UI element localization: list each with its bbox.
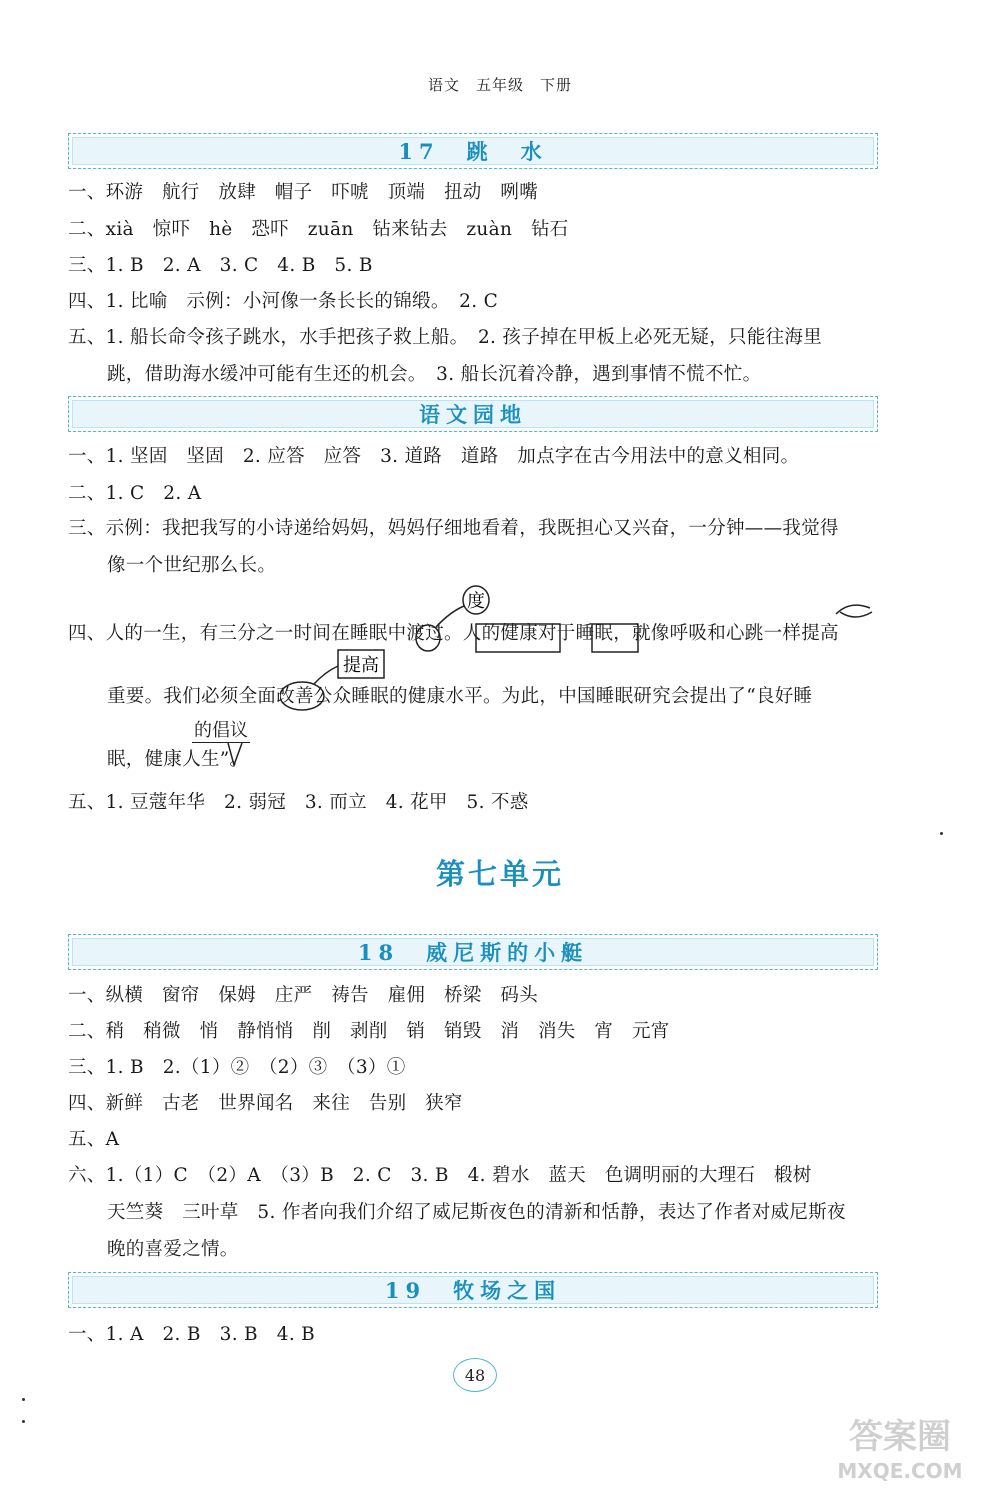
s17-line-5: 五、1. 船长命令孩子跳水，水手把孩子救上船。 2. 孩子掉在甲板上必死无疑，只能往海里 [68,327,823,348]
correction-marks [280,582,900,752]
s18-line-7: 天竺葵 三叶草 5. 作者向我们介绍了威尼斯夜色的清新和恬静，表达了作者对威尼斯夜 [107,1202,846,1223]
yuwen-line-8: 五、1. 豆蔻年华 2. 弱冠 3. 而立 4. 花甲 5. 不惑 [68,792,529,813]
circle-du-mark [416,625,440,651]
box-shuimian [592,624,638,652]
stray-dot [22,1420,25,1423]
tigao-correction-text: 提高 [343,655,379,676]
yuwen-yuandi-title: 语文园地 [419,402,527,427]
stray-dot [22,1398,25,1401]
section-18-banner [68,934,878,970]
s18-line-5: 五、A [68,1129,120,1150]
circle-gaishan [280,682,324,710]
s18-line-8: 晚的喜爱之情。 [107,1239,239,1260]
section-18-title: 18 威尼斯的小艇 [357,940,589,965]
stray-dot [940,832,943,835]
box-renjiankang [476,624,560,652]
s17-line-6: 跳，借助海水缓冲可能有生还的机会。 3. 船长沉着冷静，遇到事情不慌不忙。 [107,364,762,385]
yuwen-line-6: 重要。我们必须全面改善公众睡眠的健康水平。为此，中国睡眠研究会提出了“良好睡 [107,686,813,707]
yuwen-line-5: 四、人的一生，有三分之一时间在睡眠中渡过。人的健康对于睡眠，就像呼吸和心跳一样提高 [68,623,839,644]
insertion-changyi: 的倡议 [192,716,250,743]
page-header: 语文 五年级 下册 [427,76,572,94]
watermark-graphic [810,1406,990,1486]
watermark-url: MXQE.COM [837,1459,963,1483]
section-19-title: 19 牧场之国 [384,1278,562,1303]
s19-line-1: 一、1. A 2. B 3. B 4. B [68,1324,316,1345]
watermark-logo [810,1406,990,1486]
s18-line-3: 三、1. B 2.（1）② （2）③ （3）① [68,1057,406,1078]
unit-title: 第七单元 [435,857,564,891]
s18-line-1: 一、纵横 窗帘 保姆 庄严 祷告 雇佣 桥梁 码头 [68,985,539,1006]
yuwen-line-4: 像一个世纪那么长。 [107,555,277,576]
s18-line-2: 二、稍 稍微 悄 静悄悄 削 剥削 销 销毁 消 消失 宵 元宵 [68,1021,670,1042]
section-19-banner [68,1272,878,1308]
page-number [453,1358,497,1392]
line-du-mark [436,606,464,627]
page-number-text: 48 [464,1365,486,1385]
section-17-title: 17 跳 水 [398,139,548,164]
yuwen-line-3: 三、示例：我把我写的小诗递给妈妈，妈妈仔细地看着，我既担心又兴奋，一分钟——我觉得 [68,518,839,539]
s17-line-4: 四、1. 比喻 示例：小河像一条长长的锦缎。 2. C [68,291,499,312]
yuwen-yuandi-banner [68,396,878,432]
s17-line-3: 三、1. B 2. A 3. C 4. B 5. B [68,255,373,276]
insertion-caret [220,741,250,767]
s17-line-2: 二、xià 惊吓 hè 恐吓 zuān 钻来钻去 zuàn 钻石 [68,219,569,240]
watermark-text: 答案圈 [849,1417,951,1457]
yuwen-line-1: 一、1. 坚固 坚固 2. 应答 应答 3. 道路 道路 加点字在古今用法中的意义相同。 [68,446,800,467]
section-17-banner [68,133,878,169]
s18-line-6: 六、1.（1）C （2）A （3）B 2. C 3. B 4. 碧水 蓝天 色调明丽的大理石 椴树 [68,1165,812,1186]
yuwen-line-2: 二、1. C 2. A [68,483,202,504]
du-correction-text: 度 [467,591,485,612]
s17-line-1: 一、环游 航行 放肆 帽子 吓唬 顶端 扭动 咧嘴 [68,182,539,203]
line-tigao-mark [314,666,338,684]
yuwen-line-7: 眠，健康人生”。 [107,749,249,770]
swap-mark-2 [840,612,872,617]
s18-line-4: 四、新鲜 古老 世界闻名 来往 告别 狭窄 [68,1093,463,1114]
